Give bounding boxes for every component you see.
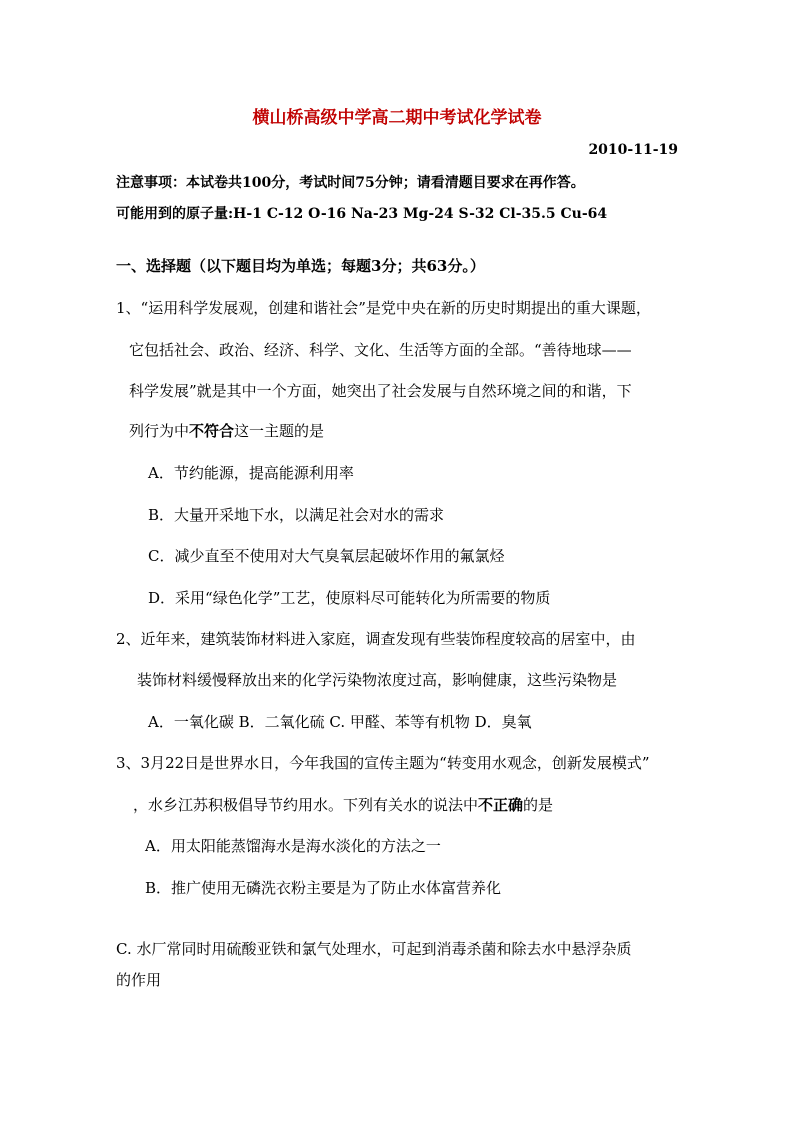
section-heading: 一、选择题（以下题目均为单选；每题3分；共63分。） <box>116 257 485 275</box>
q1-option-b: B．大量开采地下水，以满足社会对水的需求 <box>148 506 445 524</box>
q3-option-a: A．用太阳能蒸馏海水是海水淡化的方法之一 <box>145 837 441 855</box>
q3-option-c-line-2: 的作用 <box>116 971 162 989</box>
q3-line-1: 3、3月22日是世界水日，今年我国的宣传主题为“转变用水观念，创新发展模式” <box>116 754 650 772</box>
q1-option-a: A．节约能源，提高能源利用率 <box>148 464 354 482</box>
q3-option-c-line-1: C. 水厂常同时用硫酸亚铁和氯气处理水，可起到消毒杀菌和除去水中悬浮杂质 <box>116 940 632 958</box>
q1-emphasis: 不符合 <box>189 422 235 440</box>
q1-line-1: 1、“运用科学发展观，创建和谐社会”是党中央在新的历史时期提出的重大课题， <box>116 299 651 317</box>
q1-option-d: D．采用“绿色化学”工艺，使原料尽可能转化为所需要的物质 <box>148 589 551 607</box>
q2-line-2: 装饰材料缓慢释放出来的化学污染物浓度过高，影响健康，这些污染物是 <box>137 671 618 689</box>
q1-line-4-pre: 列行为中 <box>129 422 190 440</box>
exam-date: 2010-11-19 <box>588 142 678 158</box>
q2-line-1: 2、近年来，建筑装饰材料进入家庭，调查发现有些装饰程度较高的居室中，由 <box>116 630 636 648</box>
q3-line-2-pre: ，水乡江苏积极倡导节约用水。下列有关水的说法中 <box>133 796 479 814</box>
q3-line-2-post: 的是 <box>523 796 554 814</box>
exam-notice: 注意事项：本试卷共100分，考试时间75分钟；请看清题目要求在再作答。 <box>116 175 585 191</box>
exam-title: 横山桥高级中学高二期中考试化学试卷 <box>252 108 542 128</box>
q1-line-4-post: 这一主题的是 <box>234 422 325 440</box>
q1-line-4 <box>129 421 324 441</box>
q2-options: A．一氧化碳 B．二氧化硫 C. 甲醛、苯等有机物 D．臭氧 <box>148 713 532 731</box>
q1-option-c: C．减少直至不使用对大气臭氧层起破坏作用的氟氯烃 <box>148 547 505 565</box>
atomic-masses: 可能用到的原子量:H-1 C-12 O-16 Na-23 Mg-24 S-32 Cl-35.5 Cu-64 <box>116 206 608 222</box>
q3-option-b: B．推广使用无磷洗衣粉主要是为了防止水体富营养化 <box>145 879 502 897</box>
q3-line-2 <box>133 795 553 815</box>
q1-line-2: 它包括社会、政治、经济、科学、文化、生活等方面的全部。“善待地球—— <box>129 341 632 359</box>
q3-emphasis: 不正确 <box>478 796 524 814</box>
q1-line-3: 科学发展”就是其中一个方面，她突出了社会发展与自然环境之间的和谐，下 <box>129 382 632 400</box>
